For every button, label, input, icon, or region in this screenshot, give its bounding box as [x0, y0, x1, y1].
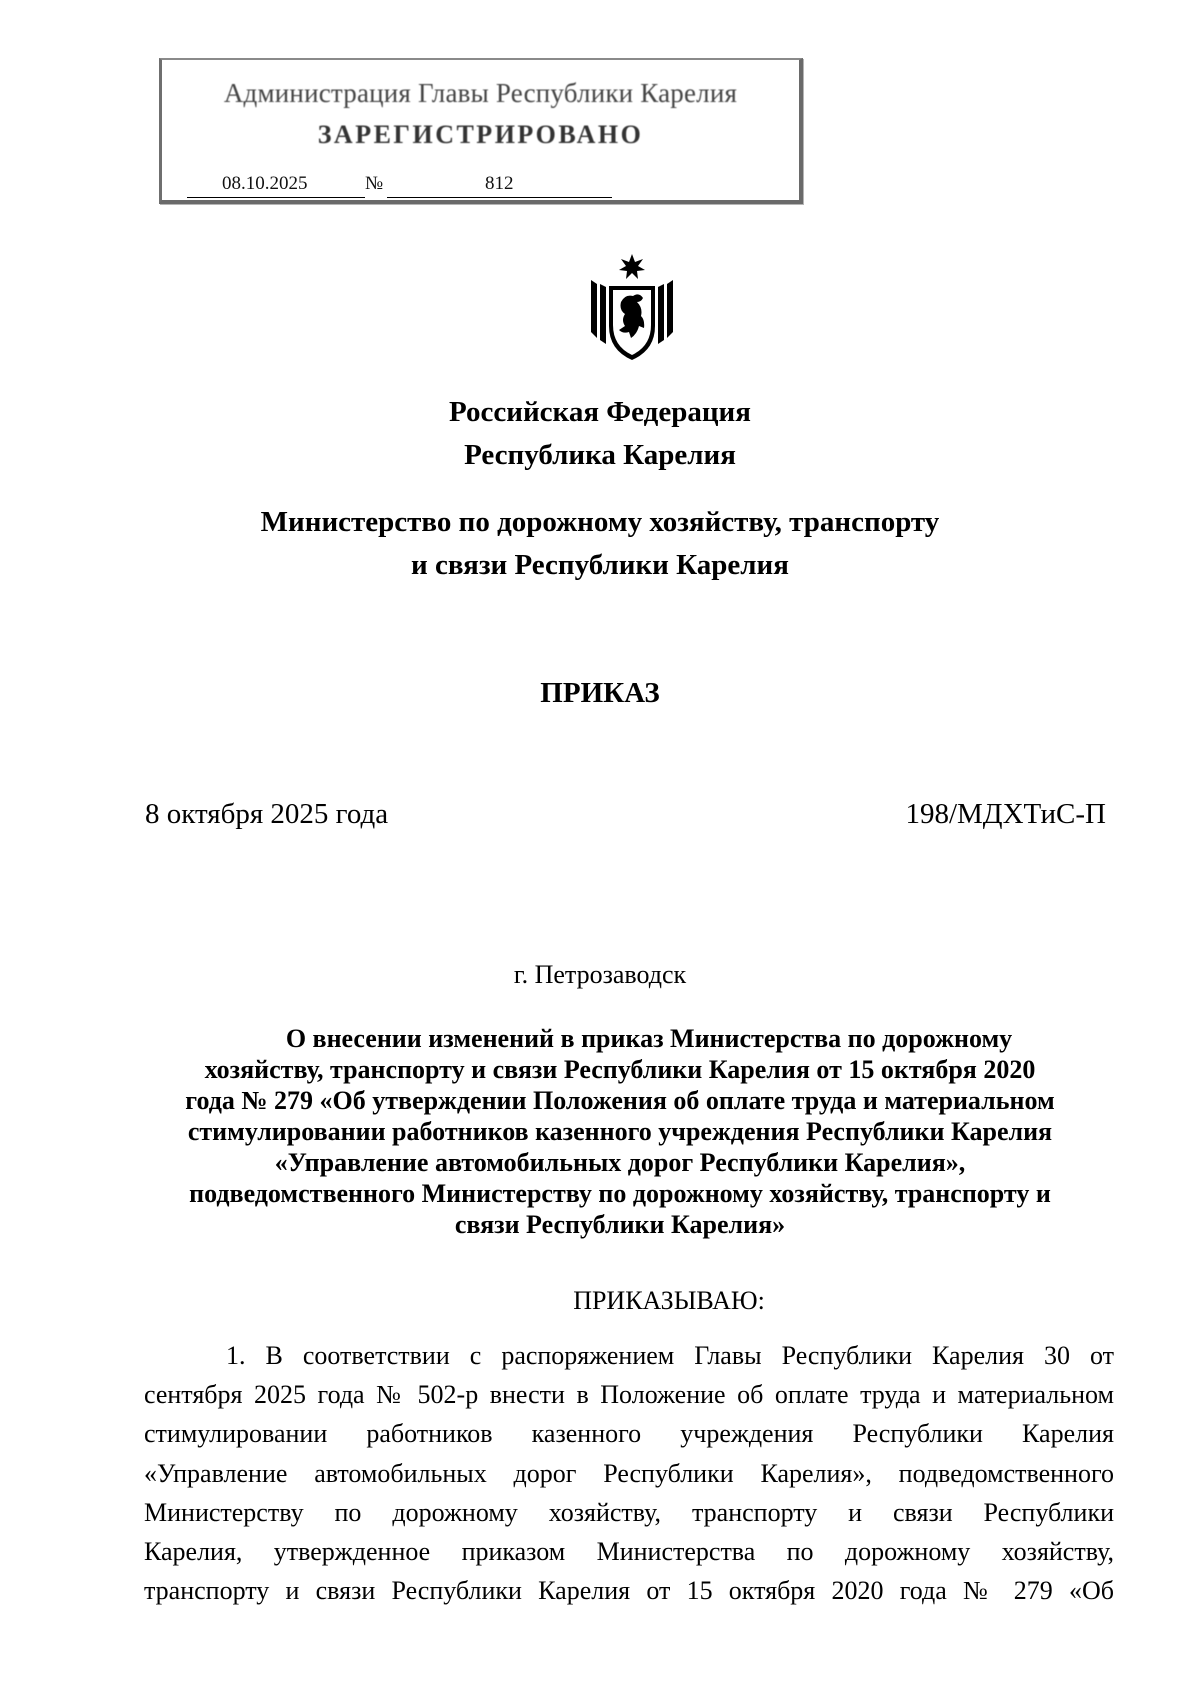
stamp-status: ЗАРЕГИСТРИРОВАНО [317, 120, 644, 149]
stamp-organization: Администрация Главы Республики Карелия [223, 78, 738, 108]
stamp-date: 08.10.2025 [222, 173, 308, 194]
body-line: транспорту и связи Республики Карелия от 15 октября 2020 года № 279 «Об [144, 1576, 1114, 1606]
order-word: ПРИКАЗЫВАЮ: [573, 1286, 765, 1315]
body-paragraph [144, 1336, 1114, 1610]
title-line: года № 279 «Об утверждении Положения об оплате труда и материальном [185, 1086, 1055, 1115]
title-line: хозяйству, транспорту и связи Республики Карелия от 15 октября 2020 [204, 1055, 1036, 1084]
order-number: 198/МДХТиС-П [905, 798, 1106, 830]
order-title [150, 1023, 1090, 1240]
city: г. Петрозаводск [513, 960, 687, 989]
stamp-date-field [187, 173, 365, 198]
stamp-number-field [387, 173, 612, 198]
title-line: «Управление автомобильных дорог Республики Карелия», [274, 1148, 966, 1177]
document-type: ПРИКАЗ [540, 677, 660, 709]
karelia-coat-of-arms-icon [587, 254, 677, 364]
ministry-name-line-2: и связи Республики Карелия [411, 549, 789, 581]
order-date: 8 октября 2025 года [145, 798, 389, 830]
title-line: подведомственного Министерству по дорожному хозяйству, транспорту и [189, 1179, 1051, 1208]
body-line: стимулировании работников казенного учреждения Республики Карелия [144, 1419, 1114, 1449]
body-line: «Управление автомобильных дорог Республики Карелия», подведомственного [144, 1458, 1114, 1488]
country-name: Российская Федерация [449, 396, 751, 428]
region-name: Республика Карелия [464, 439, 736, 471]
ministry-name-line-1: Министерство по дорожному хозяйству, транспорту [260, 506, 940, 538]
title-line: стимулировании работников казенного учреждения Республики Карелия [187, 1117, 1053, 1146]
title-line: связи Республики Карелия» [454, 1210, 786, 1239]
body-line: сентября 2025 года № 502-р внести в Положение об оплате труда и материальном [144, 1380, 1114, 1410]
body-line: Министерству по дорожному хозяйству, транспорту и связи Республики [144, 1497, 1114, 1527]
title-line: О внесении изменений в приказ Министерства по дорожному [285, 1024, 1013, 1053]
stamp-number-label: № [365, 173, 384, 194]
stamp-number: 812 [485, 173, 514, 194]
body-line: 1. В соответствии с распоряжением Главы Республики Карелия 30 от [226, 1341, 1114, 1370]
body-line: Карелия, утвержденное приказом Министерства по дорожному хозяйству, [144, 1537, 1114, 1567]
registration-stamp [159, 58, 803, 204]
